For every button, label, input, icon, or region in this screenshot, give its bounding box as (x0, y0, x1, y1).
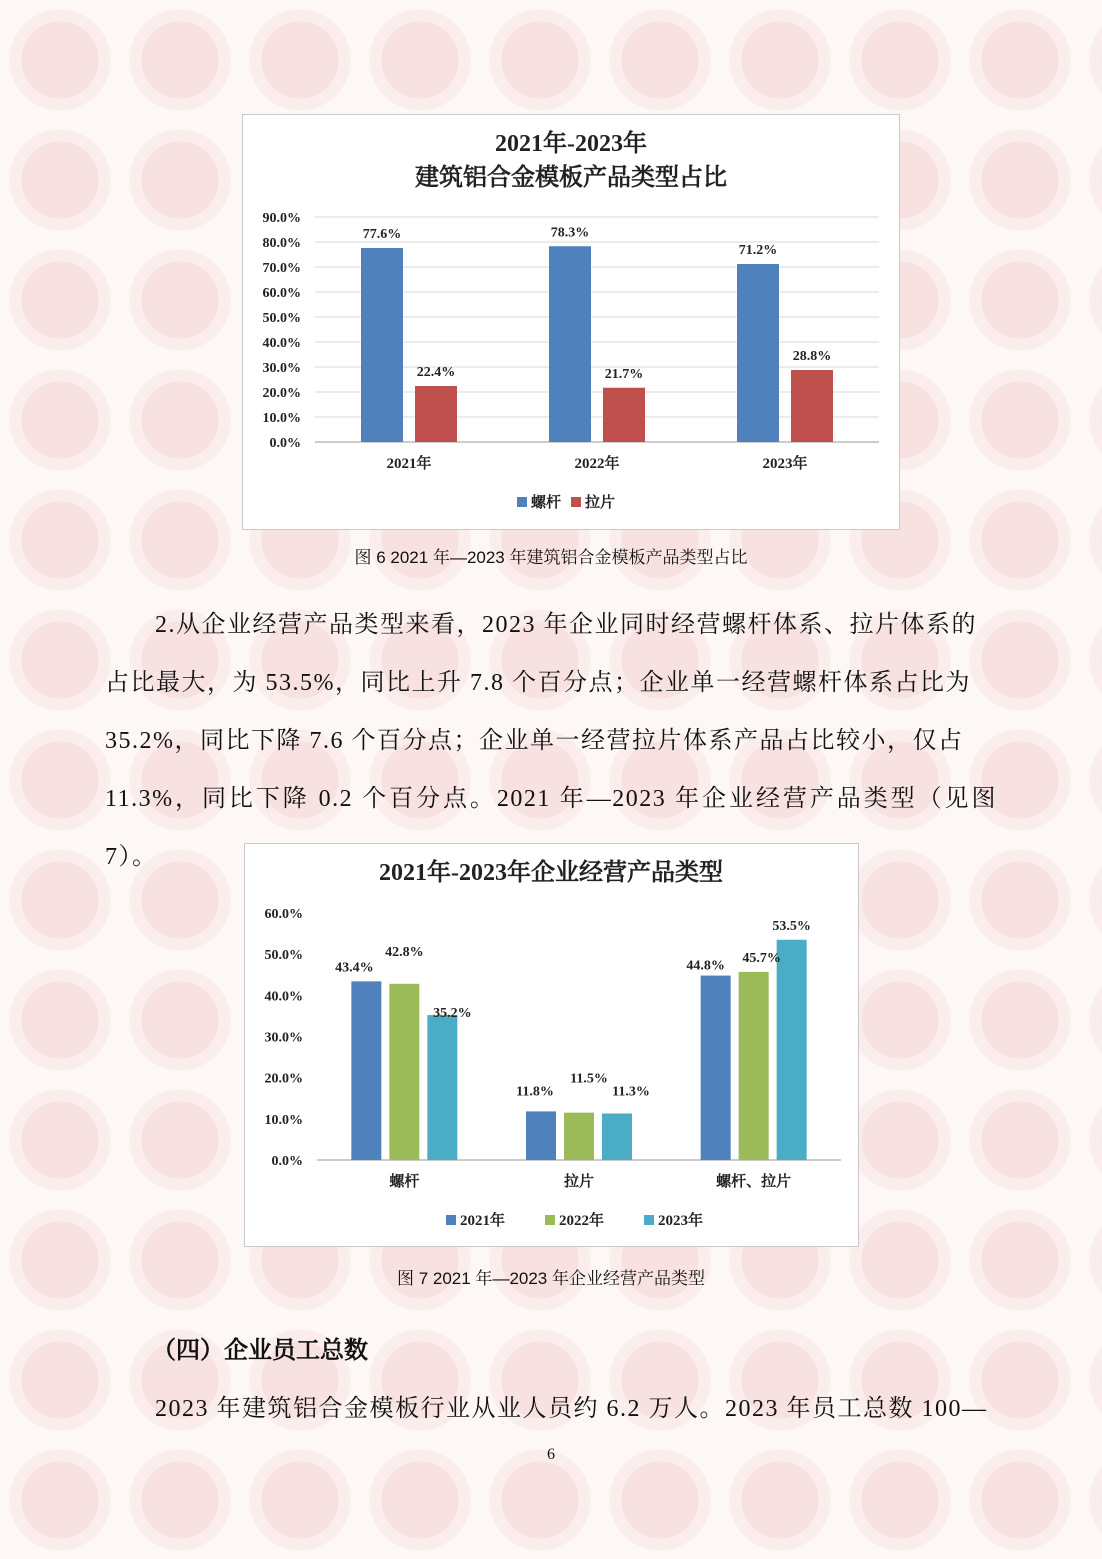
bar (602, 1113, 632, 1160)
y-tick-label: 20.0% (264, 1071, 303, 1087)
y-tick-label: 10.0% (262, 411, 301, 426)
data-label: 11.8% (516, 1084, 554, 1100)
data-label: 11.5% (570, 1071, 608, 1087)
chart-subtitle: 建筑铝合金模板产品类型占比 (415, 165, 727, 191)
y-tick-label: 40.0% (262, 336, 301, 351)
x-category-label: 2022年 (574, 456, 620, 472)
x-category-label: 螺杆 (389, 1174, 420, 1190)
paragraph-line: 11.3%，同比下降 0.2 个百分点。2021 年—2023 年企业经营产品类型（见图 7）。 (105, 786, 997, 870)
y-tick-label: 60.0% (264, 907, 303, 922)
data-label: 45.7% (742, 950, 781, 966)
data-label: 44.8% (686, 958, 725, 974)
y-tick-label: 20.0% (262, 386, 301, 401)
legend-swatch (517, 497, 527, 507)
bar (415, 386, 457, 442)
y-tick-label: 70.0% (262, 261, 301, 276)
bar (701, 976, 731, 1160)
bar (389, 984, 419, 1160)
bar (526, 1111, 556, 1160)
x-category-label: 2021年 (386, 456, 432, 472)
data-label: 42.8% (385, 944, 424, 960)
y-tick-label: 30.0% (262, 361, 301, 376)
data-label: 77.6% (362, 227, 402, 242)
legend-label: 螺杆 (531, 495, 562, 511)
y-tick-label: 30.0% (264, 1030, 303, 1046)
chart-title: 2021年-2023年企业经营产品类型 (379, 860, 723, 886)
figure-7-caption: 图 7 2021 年—2023 年企业经营产品类型 (397, 1269, 705, 1288)
y-tick-label: 0.0% (271, 1154, 303, 1169)
bar (351, 981, 381, 1160)
data-label: 43.4% (335, 960, 374, 976)
data-label: 22.4% (416, 365, 456, 380)
bar (427, 1015, 457, 1160)
figure-6-svg (243, 115, 899, 529)
y-tick-label: 50.0% (264, 948, 303, 964)
y-tick-label: 60.0% (262, 286, 301, 301)
y-tick-label: 50.0% (262, 311, 301, 326)
legend-swatch (644, 1215, 654, 1225)
data-label: 53.5% (772, 918, 811, 934)
bar (739, 972, 769, 1160)
section-heading: （四）企业员工总数 (152, 1336, 368, 1364)
data-label: 35.2% (433, 1006, 472, 1022)
bar (603, 388, 645, 442)
figure-7-chart (244, 843, 859, 1247)
data-label: 71.2% (738, 243, 778, 258)
y-tick-label: 40.0% (264, 989, 303, 1005)
legend-swatch (571, 497, 581, 507)
paragraph-line: 2.从企业经营产品类型来看，2023 年企业同时经营螺杆体系、拉片体系的 (155, 612, 977, 638)
y-tick-label: 0.0% (269, 436, 301, 451)
y-tick-label: 10.0% (264, 1112, 303, 1128)
section-paragraph: 2023 年建筑铝合金模板行业从业人员约 6.2 万人。2023 年员工总数 100— (155, 1396, 988, 1422)
data-label: 78.3% (550, 225, 590, 241)
page-number: 6 (547, 1446, 555, 1463)
legend-swatch (545, 1215, 555, 1225)
y-tick-label: 80.0% (262, 236, 301, 251)
legend-swatch (446, 1215, 456, 1225)
figure-7-svg (245, 844, 858, 1246)
bar (549, 246, 591, 442)
paragraph-line: 35.2%，同比下降 7.6 个百分点；企业单一经营拉片体系产品占比较小，仅占 (105, 728, 964, 754)
legend-label: 2023年 (658, 1213, 704, 1229)
figure-6-caption: 图 6 2021 年—2023 年建筑铝合金模板产品类型占比 (354, 548, 748, 567)
bar (777, 940, 807, 1160)
legend-label: 2022年 (559, 1213, 605, 1229)
y-tick-label: 90.0% (262, 211, 301, 226)
bar (564, 1113, 594, 1160)
chart-title: 2021年-2023年 (495, 131, 647, 157)
legend-label: 2021年 (460, 1213, 506, 1229)
bar (791, 370, 833, 442)
legend-label: 拉片 (585, 495, 616, 511)
data-label: 21.7% (604, 366, 644, 382)
data-label: 11.3% (612, 1084, 650, 1100)
bar (361, 248, 403, 442)
x-category-label: 2023年 (762, 456, 808, 472)
x-category-label: 螺杆、拉片 (716, 1174, 792, 1190)
figure-6-chart (242, 114, 900, 530)
paragraph-line: 占比最大，为 53.5%，同比上升 7.8 个百分点；企业单一经营螺杆体系占比为 (105, 670, 971, 696)
bar (737, 264, 779, 442)
x-category-label: 拉片 (563, 1174, 595, 1190)
data-label: 28.8% (792, 349, 832, 364)
